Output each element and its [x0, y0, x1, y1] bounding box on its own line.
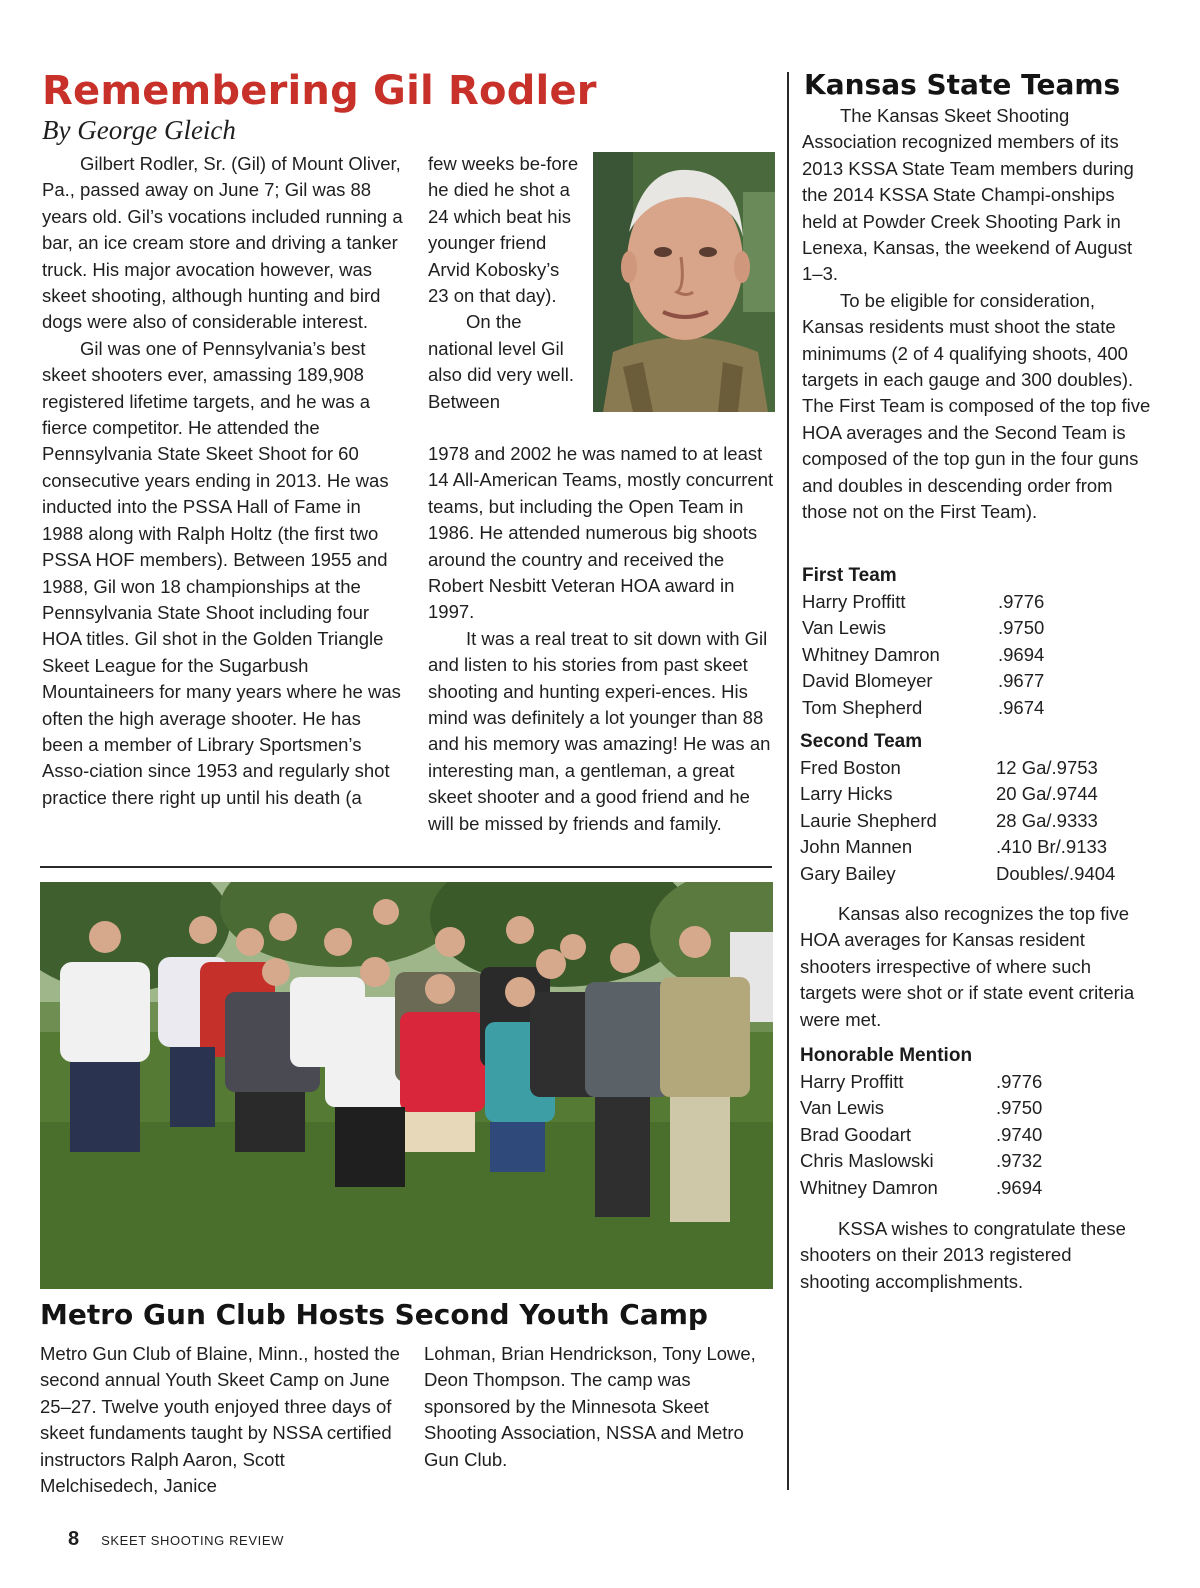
shooter-score: .9750 [996, 1097, 1043, 1119]
group-photo-illustration [40, 882, 773, 1289]
article-column-2-wide [428, 441, 780, 837]
paragraph: To be eligible for consideration, Kansas residents must shoot the state minimums (2 of 4 qualifying shoots, 400 targets in each gauge and 300 doubles). The First Team is composed of the top five HOA averages and the Second Team is composed of the top gun in the four guns and doubles in descending order from those not on the First Team). [802, 289, 1151, 523]
shooter-name: Brad Goodart [800, 1123, 912, 1145]
shooter-name: Gary Bailey [800, 862, 896, 884]
score-row [800, 1122, 1140, 1148]
score-row [800, 834, 1150, 860]
paragraph: Lohman, Brian Hendrickson, Tony Lowe, Deon Thompson. The camp was sponsored by the Minnesota Skeet Shooting Association, NSSA and Metro Gun Club. [424, 1343, 756, 1470]
shooter-name: Chris Maslowski [800, 1150, 934, 1172]
score-row [800, 1095, 1140, 1121]
shooter-score: .9694 [998, 643, 1045, 665]
shooter-name: Van Lewis [800, 1097, 884, 1119]
camp-column-2 [424, 1341, 772, 1473]
shooter-score: .9740 [996, 1123, 1043, 1145]
paragraph: Gil was one of Pennsylvania’s best skeet shooters ever, amassing 189,908 registered lifetime targets, and he was a fierce competitor. He attended the Pennsylvania State Skeet Shoot for 60 consecutive years ending in 2013. He was inducted into the PSSA Hall of Fame in 1988 along with Ralph Holtz (the first two PSSA HOF members). Between 1955 and 1988, Gil won 18 championships at the Pennsylvania State Shoot including four HOA titles. Gil shot in the Golden Triangle Skeet League for the Sugarbush Mountaineers for many years where he was often the high average shooter. He has been a member of Library Sportsmen’s Asso-ciation since 1953 and regularly shot practice there right up until his death (a [42, 337, 401, 808]
kansas-article-title: Kansas State Teams [804, 68, 1121, 101]
camp-column-1 [40, 1341, 402, 1499]
shooter-score: .9694 [996, 1176, 1043, 1198]
shooter-score: .9732 [996, 1150, 1043, 1172]
shooter-name: Harry Proffitt [800, 1071, 904, 1092]
group-photo [40, 882, 773, 1289]
page-number: 8 [68, 1528, 80, 1550]
byline: By George Gleich [42, 115, 236, 145]
section-divider [40, 866, 772, 868]
score-row [800, 861, 1150, 887]
second-team-list [800, 729, 1150, 887]
shooter-score: .410 Br/.9133 [996, 836, 1108, 858]
article-title: Remembering Gil Rodler [42, 68, 597, 114]
paragraph: Metro Gun Club of Blaine, Minn., hosted the second annual Youth Skeet Camp on June 25–27. Twelve youth enjoyed three days of skeet fundaments taught by NSSA certified instructors Ralph Aaron, Scott Melchisedech, Janice [40, 1343, 400, 1497]
first-team-list [802, 563, 1142, 721]
honorable-mention-list [800, 1043, 1140, 1201]
shooter-name: Whitney Damron [802, 643, 940, 665]
shooter-name: Harry Proffitt [802, 591, 906, 612]
kansas-closing [800, 1216, 1145, 1295]
honorable-mention-heading: Honorable Mention [800, 1045, 973, 1066]
paragraph: On the national level Gil also did very well. Between [428, 311, 575, 412]
kansas-intro [802, 103, 1152, 526]
shooter-name: Fred Boston [800, 757, 901, 778]
score-row [802, 642, 1142, 668]
second-team-heading: Second Team [800, 731, 923, 752]
page-footer [68, 1528, 284, 1551]
paragraph: Kansas also recognizes the top five HOA averages for Kansas resident shooters irrespective of where such targets were shot or if state event criteria were met. [800, 903, 1135, 1030]
publication-name: SKEET SHOOTING REVIEW [101, 1533, 284, 1548]
score-row [800, 808, 1150, 834]
portrait-illustration [593, 152, 775, 412]
shooter-name: Larry Hicks [800, 783, 893, 805]
article-column-1 [42, 151, 404, 811]
shooter-score: .9674 [998, 696, 1045, 718]
shooter-name: Van Lewis [802, 617, 886, 639]
paragraph: KSSA wishes to congratulate these shooters on their 2013 registered shooting accomplishments. [800, 1218, 1126, 1292]
article-column-2-narrow [428, 151, 582, 415]
score-row [802, 589, 1142, 615]
kansas-recognition [800, 901, 1145, 1033]
paragraph: Gilbert Rodler, Sr. (Gil) of Mount Oliver, Pa., passed away on June 7; Gil was 88 years old. Gil’s vocations included running a bar, an ice cream store and driving a tanker truck. His major avocation however, was skeet shooting, although hunting and bird dogs were also of considerable interest. [42, 153, 403, 333]
score-row [802, 695, 1142, 721]
portrait-photo [593, 152, 775, 412]
paragraph: It was a real treat to sit down with Gil and listen to his stories from past skeet shooting and hunting experi-ences. His mind was definitely a lot younger than 88 and his memory was amazing! He was an interesting man, a gentleman, a great skeet shooter and a good friend and he will be missed by friends and family. [428, 627, 771, 834]
shooter-name: Tom Shepherd [802, 696, 923, 718]
score-row [800, 755, 1150, 781]
shooter-name: David Blomeyer [802, 670, 933, 692]
paragraph: 1978 and 2002 he was named to at least 14 All-American Teams, mostly concurrent teams, but including the Open Team in 1986. He attended numerous big shoots around the country and received the Robert Nesbitt Veteran HOA award in 1997. [428, 443, 774, 623]
shooter-score: .9776 [996, 1071, 1043, 1092]
shooter-score: 12 Ga/.9753 [996, 757, 1098, 778]
column-divider [787, 72, 789, 1490]
shooter-name: Laurie Shepherd [800, 809, 937, 831]
shooter-score: 28 Ga/.9333 [996, 809, 1098, 831]
score-row [800, 781, 1150, 807]
camp-article-title: Metro Gun Club Hosts Second Youth Camp [40, 1298, 708, 1331]
shooter-score: .9677 [998, 670, 1045, 692]
score-row [800, 1069, 1140, 1095]
score-row [800, 1148, 1140, 1174]
first-team-heading: First Team [802, 565, 897, 586]
shooter-score: .9750 [998, 617, 1045, 639]
score-row [802, 668, 1142, 694]
shooter-score: 20 Ga/.9744 [996, 783, 1098, 805]
score-row [802, 615, 1142, 641]
shooter-score: .9776 [998, 591, 1045, 612]
shooter-score: Doubles/.9404 [996, 862, 1116, 884]
paragraph: The Kansas Skeet Shooting Association recognized members of its 2013 KSSA State Team members during the 2014 KSSA State Champi-onships held at Powder Creek Shooting Park in Lenexa, Kansas, the weekend of August 1–3. [802, 105, 1134, 285]
shooter-name: John Mannen [800, 836, 913, 858]
paragraph: few weeks be-fore he died he shot a 24 which beat his younger friend Arvid Kobosky’s 23 on that day). [428, 153, 579, 307]
score-row [800, 1175, 1140, 1201]
shooter-name: Whitney Damron [800, 1176, 938, 1198]
